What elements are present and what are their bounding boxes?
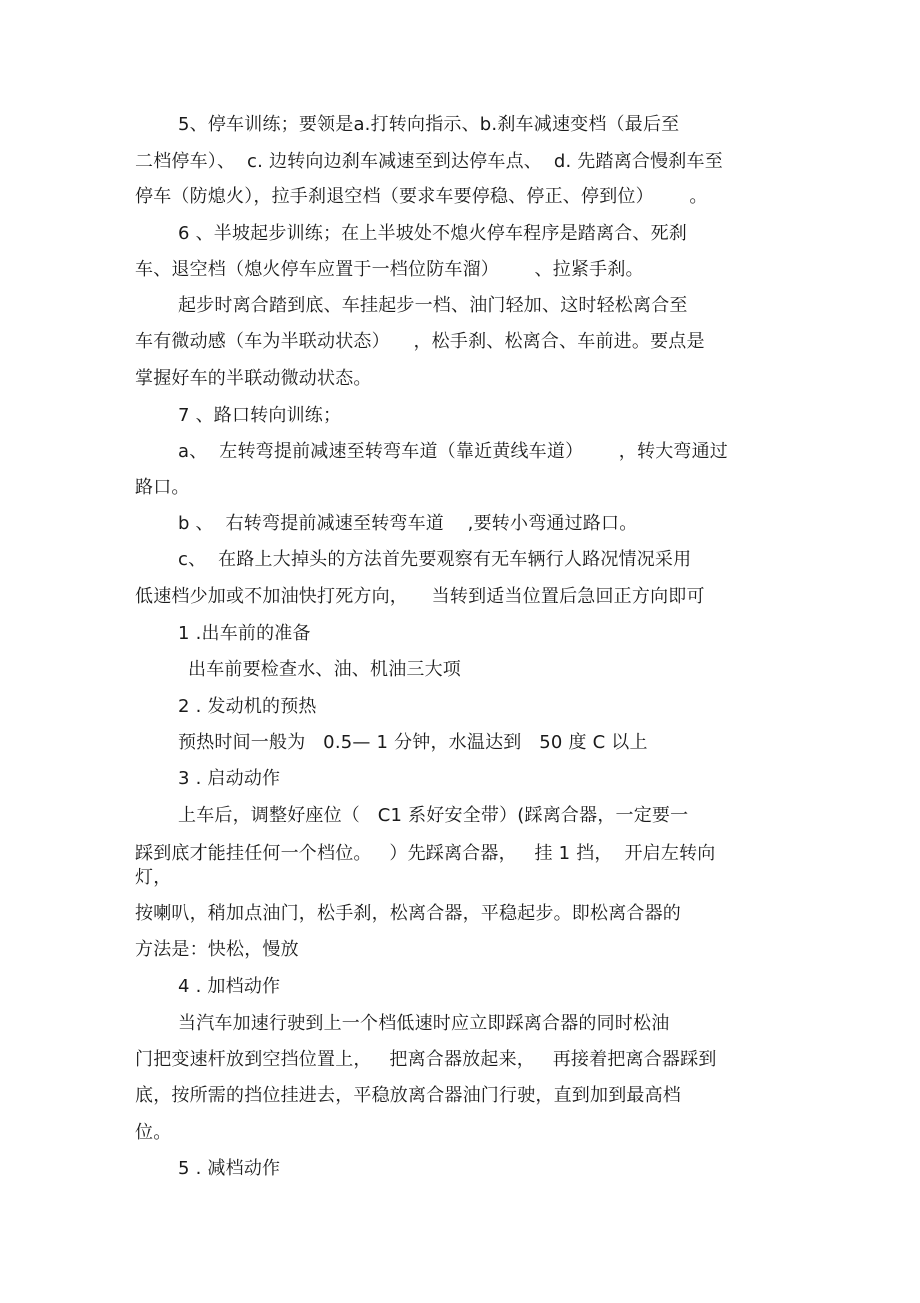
text-line: 路口。 <box>135 477 190 498</box>
text-line: 二档停车）、 c. 边转向边刹车减速至到达停车点、 d. 先踏离合慢刹车至 <box>135 151 723 172</box>
text-line: 低速档少加或不加油快打死方向， 当转到适当位置后急回正方向即可 <box>135 586 705 607</box>
text-line: 5、停车训练；要领是a.打转向指示、b.刹车减速变档（最后至 <box>178 114 680 135</box>
text-line: 位。 <box>135 1122 172 1143</box>
text-line: 车、退空档（熄火停车应置于一档位防车溜） 、拉紧手刹。 <box>135 259 644 280</box>
section-heading: 4 . 加档动作 <box>178 976 281 997</box>
text-line: a、 左转弯提前减速至转弯车道（靠近黄线车道） ，转大弯通过 <box>178 441 729 462</box>
text-line: b 、 右转弯提前减速至转弯车道 ,要转小弯通过路口。 <box>178 513 638 534</box>
text-line: 出车前要检查水、油、机油三大项 <box>188 659 461 680</box>
section-heading: 1 .出车前的准备 <box>178 623 311 644</box>
text-line: 当汽车加速行驶到上一个档低速时应立即踩离合器的同时松油 <box>178 1013 670 1034</box>
text-line: 6 、半坡起步训练；在上半坡处不熄火停车程序是踏离合、死刹 <box>178 223 687 244</box>
section-heading: 7 、路口转向训练； <box>178 405 342 426</box>
text-line: 上车后，调整好座位（ C1 系好安全带）(踩离合器，一定要一 <box>178 805 689 826</box>
text-line: 按喇叭，稍加点油门，松手刹，松离合器，平稳起步。即松离合器的 <box>135 903 681 924</box>
text-line: 预热时间一般为 0.5— 1 分钟，水温达到 50 度 C 以上 <box>178 732 648 753</box>
text-line: 门把变速杆放到空挡位置上， 把离合器放起来， 再接着把离合器踩到 <box>135 1049 717 1070</box>
text-line: 方法是：快松，慢放 <box>135 939 299 960</box>
text-line: 停车（防熄火），拉手刹退空档（要求车要停稳、停正、停到位） 。 <box>135 186 708 207</box>
text-line: 底，按所需的挡位挂进去，平稳放离合器油门行驶，直到加到最高档 <box>135 1085 681 1106</box>
text-line: 车有微动感（车为半联动状态） ，松手刹、松离合、车前进。要点是 <box>135 331 705 352</box>
section-heading: 2 . 发动机的预热 <box>178 696 317 717</box>
text-line: 掌握好车的半联动微动状态。 <box>135 368 372 389</box>
text-line: 踩到底才能挂任何一个档位。 ）先踩离合器， 挂 1 挡， 开启左转向 <box>135 843 716 864</box>
section-heading: 3 . 启动动作 <box>178 768 281 789</box>
text-line: 起步时离合踏到底、车挂起步一档、油门轻加、这时轻松离合至 <box>178 295 688 316</box>
section-heading: 5 . 减档动作 <box>178 1158 281 1179</box>
text-line: 灯， <box>135 867 172 888</box>
text-line: c、 在路上大掉头的方法首先要观察有无车辆行人路况情况采用 <box>178 549 692 570</box>
